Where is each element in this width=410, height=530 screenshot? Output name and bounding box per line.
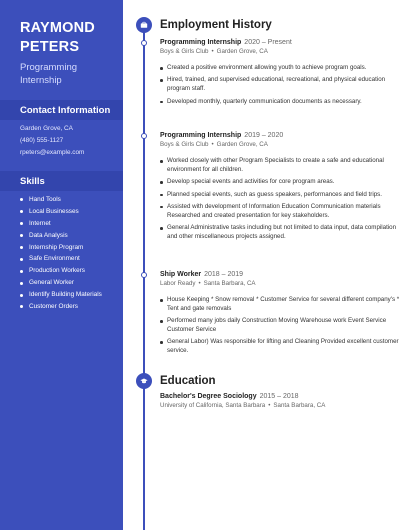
education-school: University of California, Santa Barbara <box>160 402 266 409</box>
skill-item <box>20 194 102 206</box>
job-bullet-text: Assisted with development of Information Education Communication materials Researched and created presentation for key stakeholders. <box>167 202 381 219</box>
skill-item <box>20 289 102 301</box>
job-header <box>160 132 400 139</box>
bullet-dot <box>160 101 163 104</box>
contact-address: Garden Grove, CA <box>20 125 73 132</box>
title-line-1: Programming <box>20 62 78 73</box>
education-header <box>160 393 400 400</box>
contact-phone: (480) 555-1127 <box>20 137 64 144</box>
education-entry <box>160 393 400 409</box>
bullet-dot <box>20 270 23 273</box>
job-bullet-text: Planned special events, such as guess speakers, performances and field trips. <box>167 190 382 198</box>
skill-label: Safe Environment <box>29 255 80 263</box>
job-bullet <box>160 224 400 242</box>
job-company: Labor Ready <box>160 280 196 287</box>
bullet-dot <box>160 227 163 230</box>
education-subheader <box>160 402 400 409</box>
education-degree: Bachelor's Degree Sociology <box>160 393 257 400</box>
separator-dot: • <box>211 141 214 148</box>
timeline-marker <box>141 272 147 278</box>
title-line-2: Internship <box>20 75 62 86</box>
bullet-dot <box>20 234 23 237</box>
job-bullet <box>160 338 400 356</box>
education-heading: Education <box>160 375 216 387</box>
job-subheader <box>160 280 400 287</box>
bullet-dot <box>20 258 23 261</box>
job-role: Programming Internship <box>160 39 242 46</box>
job-company: Boys & Girls Club <box>160 141 209 148</box>
bullet-dot <box>160 194 163 197</box>
job-bullet-text: Worked closely with other Program Specialists to create a safe and educational environment for all children. <box>167 157 384 173</box>
bullet-dot <box>20 222 23 225</box>
skill-label: General Worker <box>29 279 74 287</box>
bullet-dot <box>20 198 23 201</box>
bullet-dot <box>20 294 23 297</box>
skill-label: Production Workers <box>29 267 85 275</box>
candidate-name <box>20 19 95 57</box>
job-entry <box>160 39 400 110</box>
education-dates: 2015 – 2018 <box>259 393 299 400</box>
separator-dot: • <box>268 402 271 409</box>
timeline-marker <box>141 133 147 139</box>
first-name: RAYMOND <box>20 20 95 36</box>
job-dates: 2018 – 2019 <box>204 271 244 278</box>
job-bullets <box>160 296 400 356</box>
job-company: Boys & Girls Club <box>160 48 209 55</box>
skills-list <box>20 194 102 313</box>
skill-item <box>20 301 102 313</box>
last-name: PETERS <box>20 39 80 55</box>
bullet-dot <box>160 320 163 323</box>
job-location: Santa Barbara, CA <box>203 280 256 287</box>
bullet-dot <box>20 246 23 249</box>
bullet-dot <box>160 181 163 184</box>
contact-heading: Contact Information <box>20 105 111 116</box>
job-bullet-text: General Administrative tasks including but not limited to data input, data compilation and other miscellaneous projects assigned. <box>167 224 397 240</box>
job-subheader <box>160 141 400 148</box>
job-bullet <box>160 64 400 73</box>
job-bullets <box>160 157 400 242</box>
job-role: Programming Internship <box>160 132 242 139</box>
candidate-title <box>20 61 77 87</box>
bullet-dot <box>20 210 23 213</box>
skill-label: Hand Tools <box>29 196 61 203</box>
skill-item <box>20 277 102 289</box>
job-header <box>160 39 400 46</box>
skill-item <box>20 253 102 265</box>
briefcase-icon <box>136 17 152 33</box>
job-location: Garden Grove, CA <box>216 48 268 55</box>
job-entry <box>160 271 400 360</box>
bullet-dot <box>160 206 163 209</box>
timeline-marker <box>141 40 147 46</box>
sidebar <box>0 0 123 530</box>
job-dates: 2020 – Present <box>244 39 292 46</box>
skill-label: Customer Orders <box>29 303 79 311</box>
separator-dot: • <box>211 48 214 55</box>
skill-item <box>20 242 102 254</box>
job-subheader <box>160 48 400 55</box>
job-dates: 2019 – 2020 <box>244 132 284 139</box>
skill-label: Internship Program <box>29 243 84 251</box>
job-bullet-text: Hired, trained, and supervised educational, recreational, and physical education program staff. <box>167 76 386 93</box>
bullet-dot <box>160 79 163 82</box>
job-bullet <box>160 178 400 187</box>
job-bullet <box>160 317 400 335</box>
bullet-dot <box>160 299 163 302</box>
contact-email[interactable]: rpeters@example.com <box>20 149 85 156</box>
job-bullets <box>160 64 400 106</box>
job-bullet <box>160 76 400 94</box>
skill-item <box>20 265 102 277</box>
bullet-dot <box>160 67 163 70</box>
employment-heading: Employment History <box>160 19 272 31</box>
job-role: Ship Worker <box>160 271 202 278</box>
bullet-dot <box>160 341 163 344</box>
education-location: Santa Barbara, CA <box>273 402 326 409</box>
job-bullet-text: Created a positive environment allowing youth to achieve program goals. <box>167 64 367 71</box>
job-bullet-text: Developed monthly, quarterly communication documents as necessary. <box>167 97 362 105</box>
skill-label: Local Businesses <box>29 207 79 215</box>
separator-dot: • <box>198 280 201 287</box>
job-entry <box>160 132 400 245</box>
job-bullet <box>160 157 400 175</box>
skill-label: Data Analysis <box>29 231 68 239</box>
skill-label: Internet <box>29 219 51 227</box>
skills-heading-band <box>0 171 123 191</box>
skill-item <box>20 230 102 242</box>
graduation-cap-icon <box>136 373 152 389</box>
job-bullet-text: Performed many jobs daily Construction Moving Warehouse work Event Service Customer Service <box>167 317 387 333</box>
job-location: Garden Grove, CA <box>216 141 268 148</box>
skill-label: Identify Building Materials <box>29 291 102 299</box>
bullet-dot <box>160 160 163 163</box>
job-bullet <box>160 98 400 107</box>
job-bullet-text: General Labor) Was responsible for lifting and Cleaning Provided excellent customer service. <box>167 338 399 355</box>
bullet-dot <box>20 305 23 308</box>
job-bullet <box>160 203 400 221</box>
job-header <box>160 271 400 278</box>
skill-item <box>20 206 102 218</box>
skills-heading: Skills <box>20 176 45 187</box>
job-bullet-text: House Keeping * Snow removal * Customer Service for several different company's * Tent and gate removals <box>167 296 400 312</box>
skill-item <box>20 218 102 230</box>
job-bullet-text: Develop special events and activities for core program areas. <box>167 178 335 186</box>
job-bullet <box>160 191 400 200</box>
bullet-dot <box>20 282 23 285</box>
job-bullet <box>160 296 400 314</box>
